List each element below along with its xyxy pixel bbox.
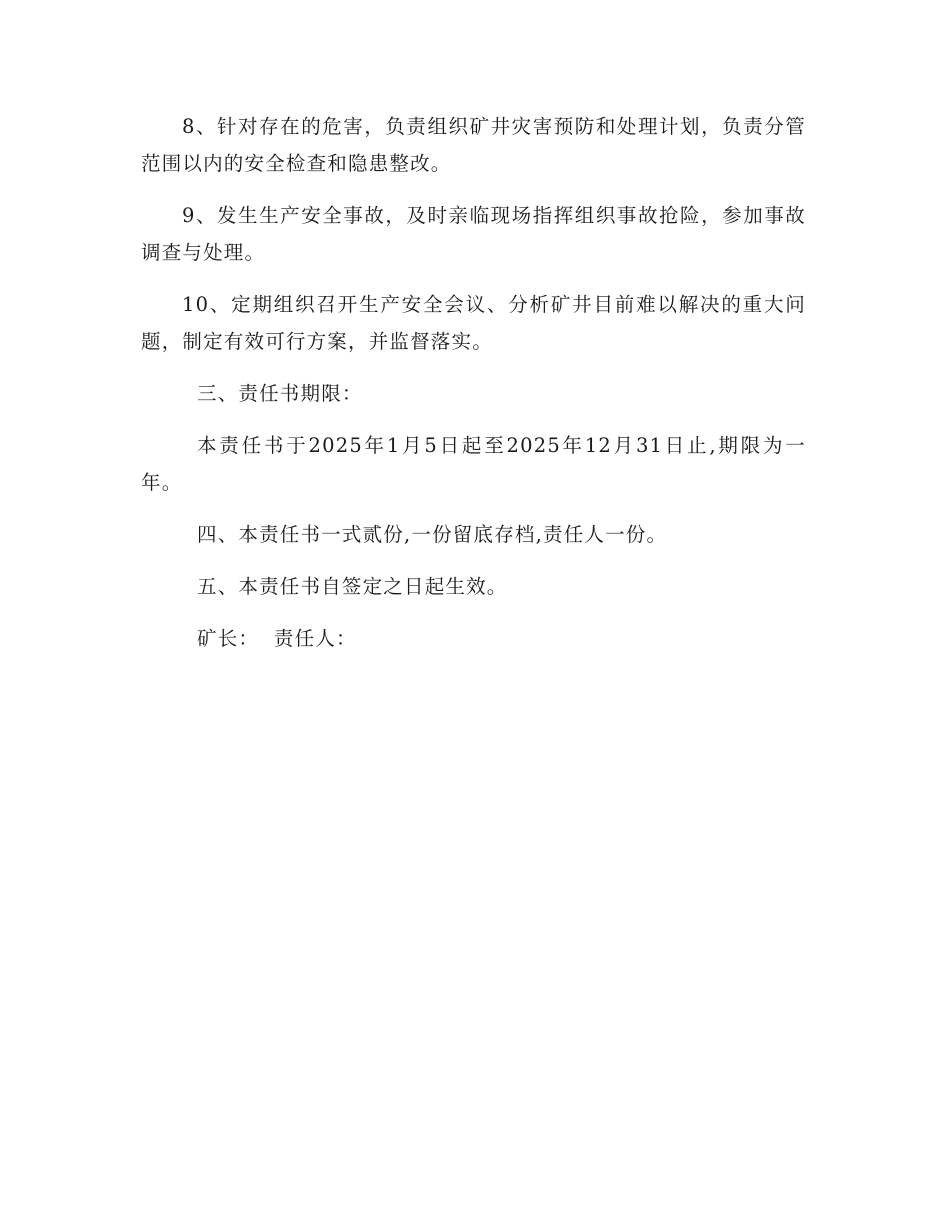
- term-statement: 本责任书于2025年1月5日起至2025年12月31日止,期限为一年。: [141, 434, 806, 494]
- section-3-heading: 三、责任书期限：: [197, 382, 363, 405]
- signature-line: 矿长： 责任人：: [197, 627, 357, 650]
- section-5: 五、本责任书自签定之日起生效。: [197, 575, 508, 598]
- clause-10: 10、定期组织召开生产安全会议、分析矿井目前难以解决的重大问题，制定有效可行方案，并监督落实。: [141, 293, 806, 353]
- clause-9: 9、发生生产安全事故，及时亲临现场指挥组织事故抢险，参加事故调查与处理。: [141, 204, 806, 264]
- clause-8: 8、针对存在的危害，负责组织矿井灾害预防和处理计划，负责分管范围以内的安全检查和隐患整改。: [141, 115, 806, 175]
- document-page: [141, 108, 806, 657]
- section-4: 四、本责任书一式贰份,一份留底存档,责任人一份。: [197, 523, 668, 546]
